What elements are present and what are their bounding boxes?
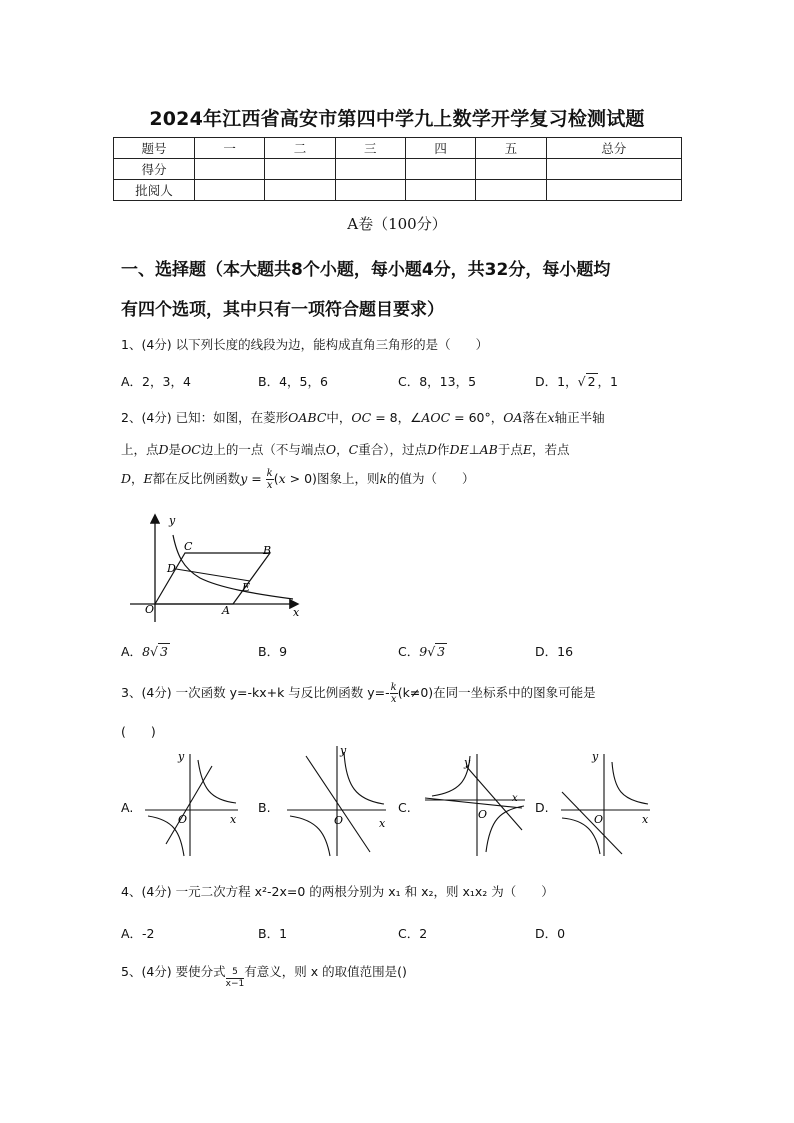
text: 9 (419, 644, 428, 659)
table-cell: 批阅人 (114, 180, 195, 201)
q3-graph-a (140, 748, 245, 860)
fraction (226, 967, 245, 990)
math-var: E (522, 442, 532, 457)
text: ⊥ (468, 442, 480, 457)
sqrt-radicand: 3 (437, 644, 446, 659)
text: 的值为（ ） (387, 471, 475, 486)
q2-option-b: B．9 (258, 644, 288, 659)
label-o: O (178, 813, 188, 826)
table-cell: 四 (405, 138, 475, 159)
q4-option-d: D．0 (535, 926, 566, 941)
label-e: E (242, 581, 251, 594)
math-var: D (427, 442, 438, 457)
text: A． (121, 644, 143, 659)
q1-stem: 1、(4分) 以下列长度的线段为边，能构成直角三角形的是（ ） (121, 337, 489, 352)
label-y: y (169, 514, 176, 527)
text: ， (131, 471, 144, 486)
rhombus-figure (125, 510, 310, 625)
sqrt-radicand: 3 (159, 644, 168, 659)
segment-de (176, 569, 250, 581)
text: C． (398, 644, 420, 659)
label-x: x (379, 817, 386, 830)
score-table-row (114, 180, 682, 201)
q2-option-d: D．16 (535, 644, 574, 659)
table-cell (335, 159, 405, 180)
fraction-numerator: 5 (226, 967, 245, 979)
table-cell: 一 (195, 138, 265, 159)
text: 重合），过点 (358, 442, 427, 457)
table-cell (265, 180, 335, 201)
label-y: y (592, 750, 599, 763)
label-o: O (478, 808, 488, 821)
label-c: C (184, 540, 193, 553)
table-cell (405, 180, 475, 201)
table-cell: 题号 (114, 138, 195, 159)
q4-stem: 4、(4分) 一元二次方程 x²-2x=0 的两根分别为 x₁ 和 x₂，则 x₁x₂ 为（ ） (121, 884, 554, 899)
fraction-denominator: x (266, 480, 273, 491)
table-cell: 五 (476, 138, 546, 159)
q3-graph-d (556, 748, 656, 860)
text: 3、(4分) 一次函数 y=-kx+k 与反比例函数 y=- (121, 685, 390, 700)
text: > 0)图象上，则 (285, 471, 380, 486)
q3-option-d-label: D. (535, 800, 549, 815)
table-cell (546, 159, 681, 180)
label-y: y (340, 744, 347, 757)
math-var: D (158, 442, 169, 457)
math-var: x (278, 471, 286, 486)
label-y: y (464, 756, 471, 769)
table-cell (195, 180, 265, 201)
table-cell (335, 180, 405, 201)
fraction (266, 468, 274, 491)
hyperbola (290, 816, 330, 856)
label-o: O (145, 603, 155, 616)
math-var: O (325, 442, 337, 457)
text: 8 (142, 644, 151, 659)
section1-heading-line1: 一、选择题（本大题共8个小题，每小题4分，共32分，每小题均 (121, 260, 611, 280)
q3-graph-b (282, 742, 392, 860)
text: = 8，∠ (371, 410, 422, 425)
math-var: AOC (421, 410, 451, 425)
math-var: AB (479, 442, 498, 457)
q3-graph-c (420, 748, 532, 860)
table-cell: 三 (335, 138, 405, 159)
q1-option-c: C．8，13，5 (398, 374, 477, 389)
hyperbola (198, 760, 236, 803)
text: 是 (168, 442, 182, 457)
label-a: A (222, 604, 230, 617)
math-var: OA (503, 410, 523, 425)
score-table (113, 137, 682, 201)
q1-option-d: D．1，√ 2 ，1 (535, 374, 618, 389)
math-var: C (348, 442, 359, 457)
table-cell (476, 180, 546, 201)
fraction (390, 682, 398, 705)
math-var: OABC (288, 410, 327, 425)
text: ，若点 (531, 442, 570, 457)
q4-option-a: A．-2 (121, 926, 155, 941)
text: 2、(4分) 已知：如图，在菱形 (121, 410, 289, 425)
hyperbola (486, 806, 524, 852)
q3-option-c-label: C. (398, 800, 411, 815)
line (166, 766, 212, 844)
text: (k≠0)在同一坐标系中的图象可能是 (397, 685, 596, 700)
label-o: O (594, 813, 604, 826)
q4-option-b: B．1 (258, 926, 288, 941)
text: ( (273, 471, 279, 486)
q3-paren: ( ) (121, 724, 156, 739)
section1-heading-line2: 有四个选项，其中只有一项符合题目要求） (121, 300, 444, 320)
text: 有意义，则 x 的取值范围是() (244, 964, 407, 979)
q5-stem (121, 962, 407, 990)
q2-line3 (121, 468, 475, 491)
label-o: O (334, 814, 344, 827)
math-var: k (379, 471, 388, 486)
fraction-denominator: x (390, 694, 397, 705)
q2-option-a: A．8√ 3 (121, 644, 168, 659)
label-d: D (167, 562, 176, 575)
hyperbola (344, 752, 384, 804)
q1-option-d-label: D．1， (535, 374, 578, 389)
text: 于点 (497, 442, 523, 457)
label-x: x (642, 813, 649, 826)
label-b: B (263, 544, 272, 557)
q3-option-b-label: B. (258, 800, 271, 815)
math-var: E (143, 471, 153, 486)
text: 上，点 (121, 442, 159, 457)
math-var: OC (181, 442, 201, 457)
table-cell (476, 159, 546, 180)
table-cell (195, 159, 265, 180)
q4-option-c: C．2 (398, 926, 428, 941)
text: 轴正半轴 (554, 410, 605, 425)
score-table-row (114, 159, 682, 180)
text: = 60°， (450, 410, 504, 425)
q2-line1 (121, 408, 605, 426)
math-var: y (240, 471, 248, 486)
score-table-header-row (114, 138, 682, 159)
q1-option-b: B．4，5，6 (258, 374, 328, 389)
text: 落在 (522, 410, 548, 425)
text: 边上的一点（不与端点 (200, 442, 326, 457)
table-cell (265, 159, 335, 180)
text: 5、(4分) 要使分式 (121, 964, 226, 979)
table-cell: 得分 (114, 159, 195, 180)
table-cell: 总分 (546, 138, 681, 159)
label-x: x (230, 813, 237, 826)
q1-option-d-tail: ，1 (597, 374, 618, 389)
math-var: D (121, 471, 132, 486)
label-x: x (293, 606, 300, 619)
fraction-numerator: k (390, 682, 397, 693)
line (306, 756, 370, 852)
page-title: 2024年江西省高安市第四中学九上数学开学复习检测试题 (149, 108, 645, 130)
label-x: x (512, 793, 518, 804)
line (562, 792, 622, 854)
math-var: DE (449, 442, 469, 457)
table-cell: 二 (265, 138, 335, 159)
section-a-heading: A卷（100分） (347, 215, 447, 233)
math-var: x (547, 410, 555, 425)
fraction-numerator: k (266, 468, 273, 479)
text: = (247, 471, 266, 486)
fraction-denominator: x−1 (225, 979, 245, 989)
q3-option-a-label: A. (121, 800, 134, 815)
math-var: OC (351, 410, 372, 425)
text: 都在反比例函数 (152, 471, 241, 486)
q2-line2 (121, 440, 569, 458)
rhombus (155, 553, 270, 604)
sqrt-radicand: 2 (587, 374, 596, 389)
table-cell (405, 159, 475, 180)
hyperbola (612, 762, 648, 804)
text: 中， (326, 410, 352, 425)
table-cell (546, 180, 681, 201)
q3-stem (121, 682, 596, 705)
text: 作 (437, 442, 450, 457)
label-y: y (178, 750, 185, 763)
q1-option-a: A．2，3，4 (121, 374, 191, 389)
text: ， (336, 442, 349, 457)
q2-option-c: C．9√ 3 (398, 644, 446, 659)
